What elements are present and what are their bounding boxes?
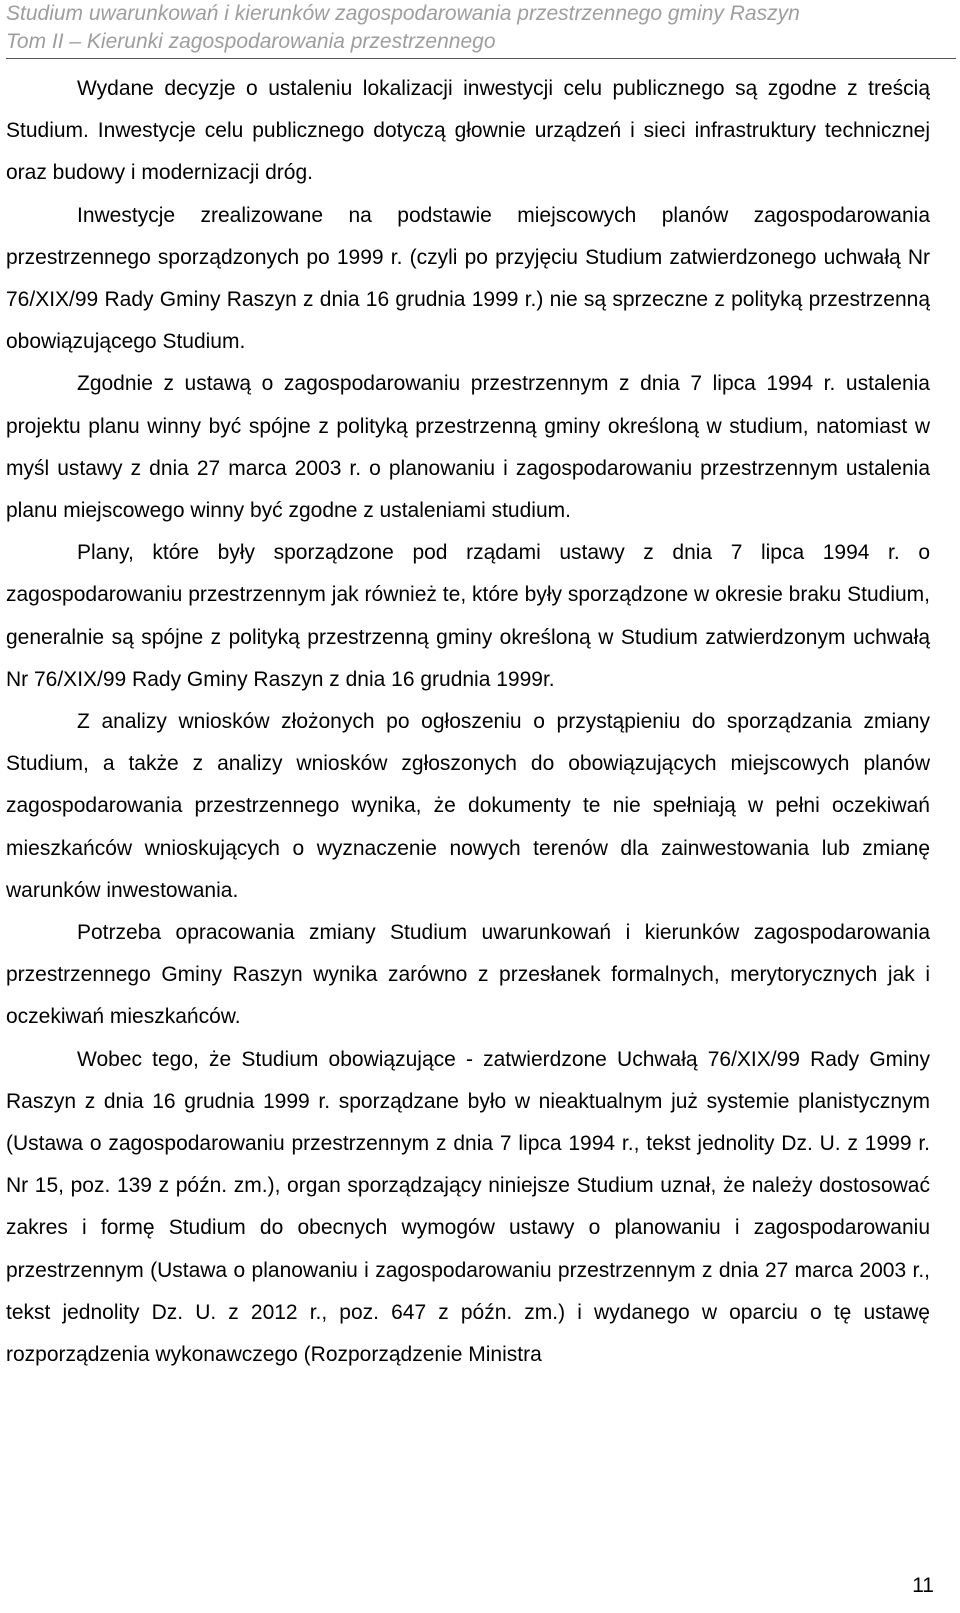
- paragraph-therefore: Wobec tego, że Studium obowiązujące - zatwierdzone Uchwałą 76/XIX/99 Rady Gminy Raszyn z dnia 16 grudnia 1999 r. sporządzane było w nieaktualnym już systemie planistycznym (Ustawa o zagospodarowaniu przestrzennym z dnia 7 lipca 1994 r., tekst jednolity Dz. U. z 1999 r. Nr 15, poz. 139 z późn. zm.), organ sporządzający niniejsze Studium uznał, że należy dostosować zakres i formę Studium do obecnych wymogów ustawy o planowaniu i zagospodarowaniu przestrzennym (Ustawa o planowaniu i zagospodarowaniu przestrzennym z dnia 27 marca 2003 r., tekst jednolity Dz. U. z 2012 r., poz. 647 z późn. zm.) i wydanego w oparciu o tę ustawę rozporządzenia wykonawczego (Rozporządzenie Ministra: [6, 1047, 930, 1367]
- paragraph-decisions: Wydane decyzje o ustaleniu lokalizacji inwestycji celu publicznego są zgodne z treścią Studium. Inwestycje celu publicznego dotyczą głownie urządzeń i sieci infrastruktury technicznej oraz budowy i modernizacji dróg.: [6, 77, 930, 185]
- paragraph-plans: Plany, które były sporządzone pod rządami ustawy z dnia 7 lipca 1994 r. o zagospodarowaniu przestrzennym jak również te, które były sporządzone w okresie braku Studium, generalnie są spójne z polityką przestrzenną gminy określoną w Studium zatwierdzonym uchwałą Nr 76/XIX/99 Rady Gminy Raszyn z dnia 16 grudnia 1999r.: [6, 541, 930, 691]
- paragraph-need: Potrzeba opracowania zmiany Studium uwarunkowań i kierunków zagospodarowania przestrzennego Gminy Raszyn wynika zarówno z przesłanek formalnych, merytorycznych jak i oczekiwań mieszkańców.: [6, 921, 930, 1029]
- paragraph-act-1994: Zgodnie z ustawą o zagospodarowaniu przestrzennym z dnia 7 lipca 1994 r. ustalenia projektu planu winny być spójne z polityką przestrzenną gminy określoną w studium, natomiast w myśl ustawy z dnia 27 marca 2003 r. o planowaniu i zagospodarowaniu przestrzennym ustalenia planu miejscowego winny być zgodne z ustaleniami studium.: [6, 372, 930, 523]
- header-title: Studium uwarunkowań i kierunków zagospodarowania przestrzennego gminy Raszyn: [6, 2, 800, 25]
- page-number: 11: [912, 1574, 934, 1597]
- header-subtitle: Tom II – Kierunki zagospodarowania przestrzennego: [6, 30, 496, 53]
- paragraph-analysis: Z analizy wniosków złożonych po ogłoszeniu o przystąpieniu do sporządzania zmiany Studium, a także z analizy wniosków zgłoszonych do obowiązujących miejscowych planów zagospodarowania przestrzennego wynika, że dokumenty te nie spełniają w pełni oczekiwań mieszkańców wnioskujących o wyznaczenie nowych terenów dla zainwestowania lub zmianę warunków inwestowania.: [6, 710, 930, 902]
- paragraph-investments: Inwestycje zrealizowane na podstawie miejscowych planów zagospodarowania przestrzennego sporządzonych po 1999 r. (czyli po przyjęciu Studium zatwierdzonego uchwałą Nr 76/XIX/99 Rady Gminy Raszyn z dnia 16 grudnia 1999 r.) nie są sprzeczne z polityką przestrzenną obowiązującego Studium.: [6, 203, 930, 354]
- document-body: [6, 68, 930, 1376]
- running-header: [6, 0, 956, 59]
